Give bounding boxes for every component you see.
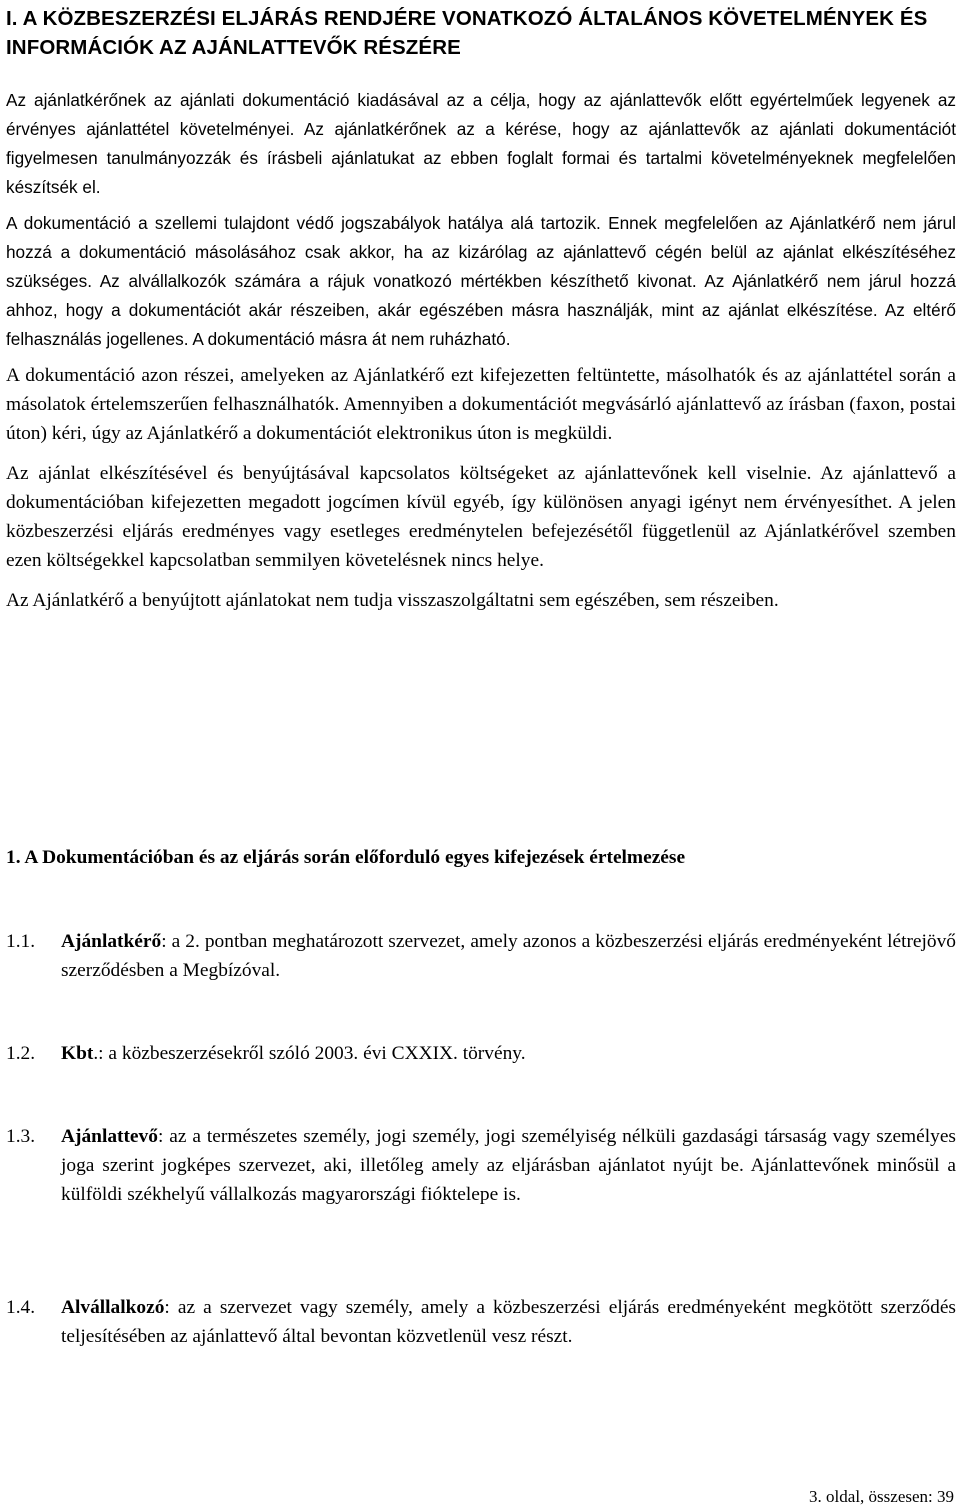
body-paragraph-2: Az ajánlat elkészítésével és benyújtásával kapcsolatos költségeket az ajánlattevőnek kell viselnie. Az ajánlattevő a dokumentációban kifejezetten megadott jogcímen kívül egyéb, így különösen anyagi igényt nem érvényesíthet. A jelen közbeszerzési eljárás eredményes vagy esetleges eredménytelen befejezésétől függetlenül az Ajánlatkérővel szemben ezen költségekkel kapcsolatban semmilyen követelésnek nincs helye. [6,463,956,571]
definition-number: 1.4. [6,1297,36,1318]
body-section [6,361,956,615]
definition-text: az a természetes személy, jogi személy, jogi személyiség nélküli gazdasági társaság vagy személyes joga szerint jogképes szervezet, aki, illetőleg amely az eljárásban ajánlatot nyújt be. Ajánlattevőnek minősül a külföldi székhelyű vállalkozás magyarországi fióktelepe is. [61,1126,956,1205]
definition-number: 1.2. [6,1043,36,1064]
intro-section [6,86,956,354]
definition-body [61,1122,956,1209]
definition-separator: : [161,931,172,952]
intro-paragraph-1: Az ajánlatkérőnek az ajánlati dokumentáció kiadásával az a célja, hogy az ajánlattevők előtt egyértelműek legyenek az érvényes ajánlattétel követelményei. Az ajánlatkérőnek az a kérése, hogy az ajánlattevők az ajánlati dokumentációt figyelmesen tanulmányozzák és írásbeli ajánlatukat az ebben foglalt formai és tartalmi követelményeknek megfelelően készítsék el. [6,90,956,197]
definition-separator: .: [93,1043,109,1064]
document-title: I. A KÖZBESZERZÉSI ELJÁRÁS RENDJÉRE VONATKOZÓ ÁLTALÁNOS KÖVETELMÉNYEK ÉS INFORMÁCIÓK AZ AJÁNLATTEVŐK RÉSZÉRE [6,7,928,59]
definition-body [61,1039,956,1068]
definition-item-4 [6,1293,956,1351]
definition-term: Kbt [61,1043,94,1064]
body-paragraph-3: Az Ajánlatkérő a benyújtott ajánlatokat nem tudja visszaszolgáltatni sem egészében, sem részeiben. [6,590,779,611]
document-page [6,0,956,1347]
definition-body [61,927,956,985]
definition-separator: : [157,1126,170,1147]
definition-term: Alvállalkozó [61,1297,165,1318]
definition-number: 1.3. [6,1126,36,1147]
definition-term: Ajánlattevő [61,1126,158,1147]
definition-term: Ajánlatkérő [61,931,162,952]
definition-text: a 2. pontban meghatározott szervezet, amely azonos a közbeszerzési eljárás eredményeként létrejövő szerződésben a Megbízóval. [61,931,956,981]
definition-item-3 [6,1122,956,1209]
definition-text: a közbeszerzésekről szóló 2003. évi CXXIX. törvény. [108,1043,526,1064]
section-heading: 1. A Dokumentációban és az eljárás során előforduló egyes kifejezések értelmezése [6,847,686,868]
definition-item-2 [6,1039,956,1068]
definition-text: az a szervezet vagy személy, amely a közbeszerzési eljárás eredményeként megkötött szerződés teljesítésében az ajánlattevő által bevontan közvetlenül vesz részt. [61,1297,956,1347]
intro-paragraph-2: A dokumentáció a szellemi tulajdont védő jogszabályok hatálya alá tartozik. Ennek megfelelően az Ajánlatkérő nem járul hozzá a dokumentáció másolásához csak akkor, ha az kizárólag az ajánlattevő cégén belül az ajánlat elkészítéséhez szükséges. Az alvállalkozók számára a rájuk vonatkozó mértékben készíthető kivonat. Az Ajánlatkérő nem járul hozzá ahhoz, hogy a dokumentációt akár részeiben, akár egészében másra használják, mint az ajánlat elkészítése. Az eltérő felhasználás jogellenes. A dokumentáció másra át nem ruházható. [6,213,956,349]
definition-number: 1.1. [6,931,36,952]
definition-separator: : [164,1297,178,1318]
definition-body [61,1293,956,1351]
page-footer: 3. oldal, összesen: 39 [809,1487,954,1506]
definition-item-1 [6,927,956,985]
body-paragraph-1: A dokumentáció azon részei, amelyeken az Ajánlatkérő ezt kifejezetten feltüntette, másolhatók és az ajánlattétel során a másolatok értelemszerűen felhasználhatók. Amennyiben a dokumentációt megvásárló ajánlattevő az írásban (faxon, postai úton) kéri, úgy az Ajánlatkérő a dokumentációt elektronikus úton is megküldi. [6,365,956,444]
